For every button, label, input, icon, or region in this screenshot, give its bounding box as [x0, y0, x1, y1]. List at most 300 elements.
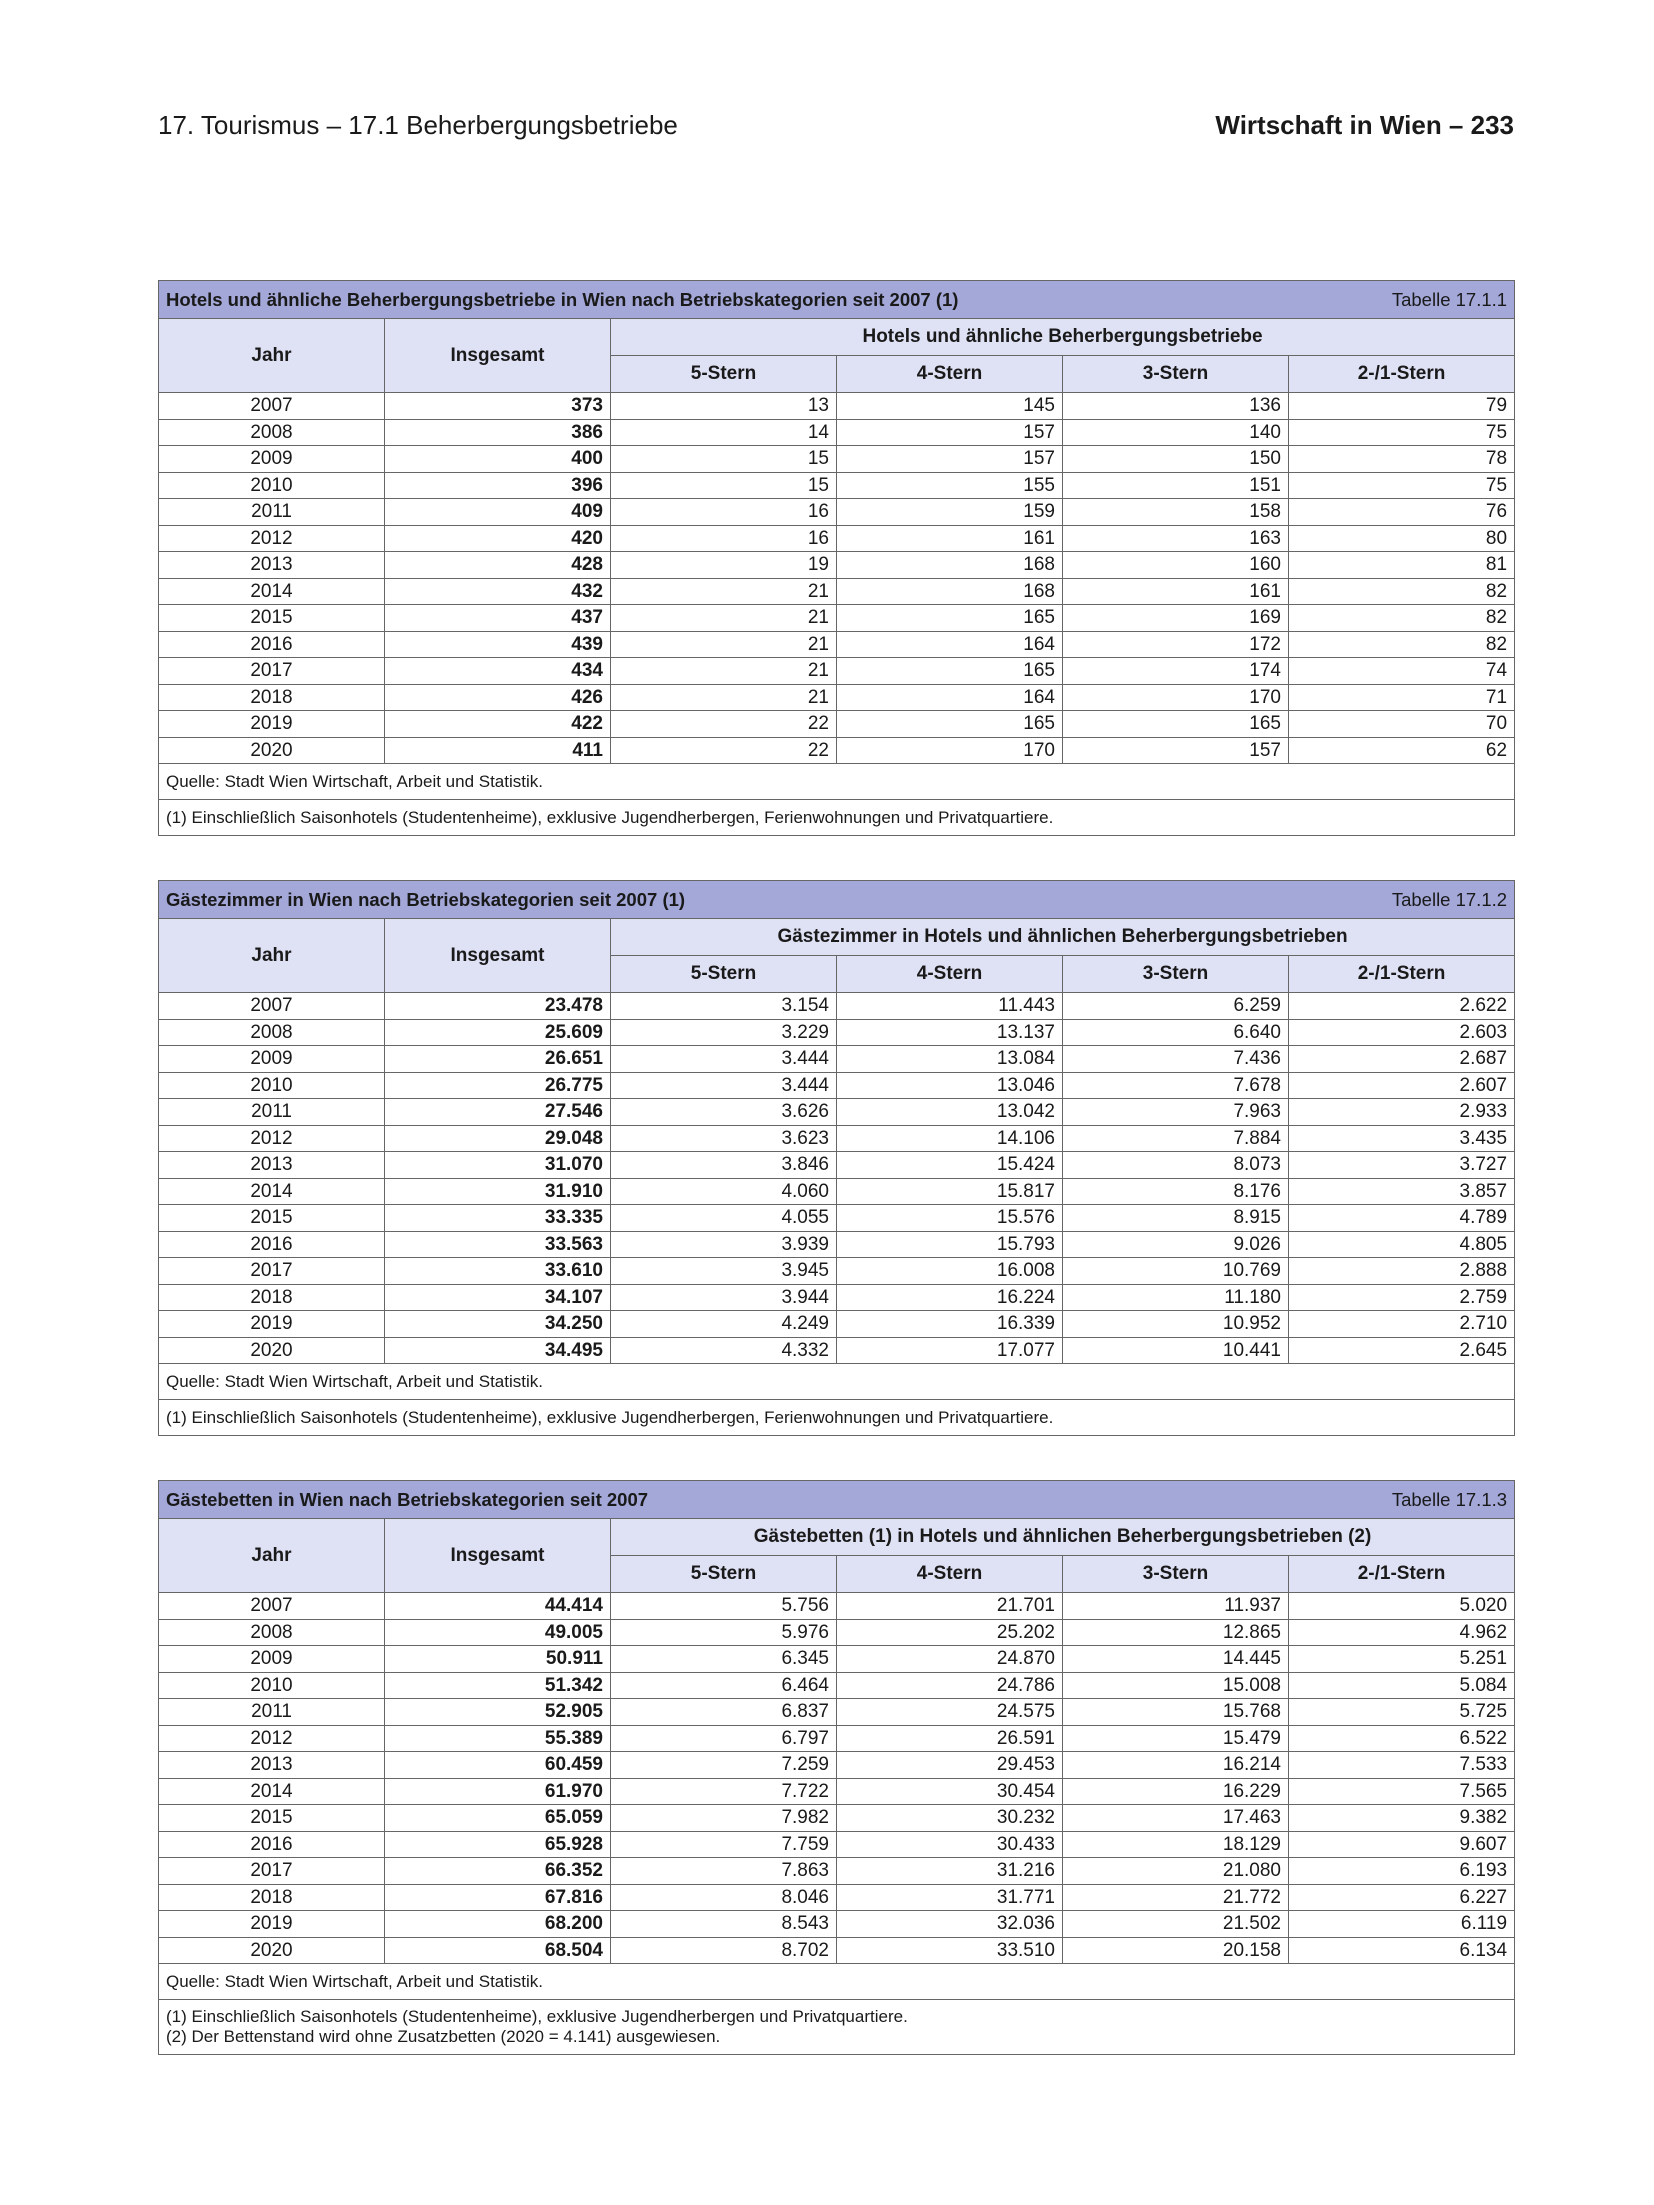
table-cell: 169 [1063, 605, 1289, 632]
year-cell: 2009 [159, 446, 385, 473]
table-cell: 30.454 [837, 1778, 1063, 1805]
year-cell: 2016 [159, 631, 385, 658]
footnote: (1) Einschließlich Saisonhotels (Studentenheime), exklusive Jugendherbergen, Ferienwohnungen und Privatquartiere. [166, 1407, 1054, 1427]
table-row [159, 1046, 1515, 1073]
table-cell: 74 [1289, 658, 1515, 685]
year-cell: 2014 [159, 578, 385, 605]
table-cell: 21.502 [1063, 1911, 1289, 1938]
table-cell: 20.158 [1063, 1937, 1289, 1964]
table-cell: 22 [611, 711, 837, 738]
year-cell: 2013 [159, 1152, 385, 1179]
table-cell: 7.678 [1063, 1072, 1289, 1099]
table-cell: 10.441 [1063, 1337, 1289, 1364]
table-cell: 2.710 [1289, 1311, 1515, 1338]
total-cell: 34.250 [385, 1311, 611, 1338]
column-header-jahr: Jahr [159, 919, 385, 993]
total-cell: 432 [385, 578, 611, 605]
year-cell: 2018 [159, 684, 385, 711]
table-cell: 2.933 [1289, 1099, 1515, 1126]
column-header-insgesamt: Insgesamt [385, 919, 611, 993]
year-cell: 2010 [159, 1072, 385, 1099]
source-note: Quelle: Stadt Wien Wirtschaft, Arbeit und Statistik. [159, 764, 1515, 800]
total-cell: 34.495 [385, 1337, 611, 1364]
table-cell: 7.963 [1063, 1099, 1289, 1126]
total-cell: 34.107 [385, 1284, 611, 1311]
table-row [159, 1337, 1515, 1364]
column-header-category: 3-Stern [1063, 356, 1289, 393]
table-cell: 7.884 [1063, 1125, 1289, 1152]
column-group-header: Gästebetten (1) in Hotels und ähnlichen Beherbergungsbetrieben (2) [611, 1519, 1515, 1556]
total-cell: 426 [385, 684, 611, 711]
table-number: Tabelle 17.1.3 [1391, 1488, 1508, 1510]
table-cell: 14.106 [837, 1125, 1063, 1152]
table-cell: 3.229 [611, 1019, 837, 1046]
table-cell: 16.229 [1063, 1778, 1289, 1805]
total-cell: 428 [385, 552, 611, 579]
column-header-category: 3-Stern [1063, 956, 1289, 993]
table-cell: 3.444 [611, 1072, 837, 1099]
source-note: Quelle: Stadt Wien Wirtschaft, Arbeit und Statistik. [159, 1364, 1515, 1400]
column-header-category: 2-/1-Stern [1289, 1556, 1515, 1593]
table-row [159, 1831, 1515, 1858]
table-number: Tabelle 17.1.2 [1391, 888, 1508, 910]
table-cell: 14.445 [1063, 1646, 1289, 1673]
table-cell: 3.435 [1289, 1125, 1515, 1152]
table-cell: 2.645 [1289, 1337, 1515, 1364]
source-row [159, 1364, 1515, 1400]
table-title-row [159, 1481, 1515, 1519]
table-cell: 168 [837, 578, 1063, 605]
table-cell: 7.259 [611, 1752, 837, 1779]
page-header [158, 110, 1514, 150]
total-cell: 437 [385, 605, 611, 632]
table-cell: 21.080 [1063, 1858, 1289, 1885]
table-cell: 3.623 [611, 1125, 837, 1152]
table-row [159, 1911, 1515, 1938]
year-cell: 2015 [159, 1805, 385, 1832]
table-row [159, 1752, 1515, 1779]
table-cell: 70 [1289, 711, 1515, 738]
footnote-cell [159, 1400, 1515, 1436]
data-table [158, 280, 1515, 836]
year-cell: 2008 [159, 1019, 385, 1046]
table-cell: 165 [837, 658, 1063, 685]
table-cell: 16.008 [837, 1258, 1063, 1285]
table-row [159, 1725, 1515, 1752]
total-cell: 44.414 [385, 1593, 611, 1620]
column-header-insgesamt: Insgesamt [385, 319, 611, 393]
table-cell: 21 [611, 631, 837, 658]
year-cell: 2008 [159, 419, 385, 446]
table-cell: 157 [837, 446, 1063, 473]
year-cell: 2011 [159, 499, 385, 526]
table-cell: 21 [611, 684, 837, 711]
table-row [159, 419, 1515, 446]
column-header-category: 4-Stern [837, 956, 1063, 993]
table-cell: 5.084 [1289, 1672, 1515, 1699]
table-cell: 15 [611, 472, 837, 499]
year-cell: 2015 [159, 605, 385, 632]
table-row [159, 605, 1515, 632]
table-cell: 155 [837, 472, 1063, 499]
table-row [159, 472, 1515, 499]
table-cell: 33.510 [837, 1937, 1063, 1964]
table-row [159, 631, 1515, 658]
table-cell: 3.857 [1289, 1178, 1515, 1205]
total-cell: 25.609 [385, 1019, 611, 1046]
total-cell: 26.651 [385, 1046, 611, 1073]
table-cell: 3.846 [611, 1152, 837, 1179]
column-header-category: 2-/1-Stern [1289, 356, 1515, 393]
total-cell: 51.342 [385, 1672, 611, 1699]
column-group-header: Gästezimmer in Hotels und ähnlichen Beherbergungsbetrieben [611, 919, 1515, 956]
table-cell: 161 [837, 525, 1063, 552]
table-row [159, 1258, 1515, 1285]
year-cell: 2020 [159, 1337, 385, 1364]
table-row [159, 737, 1515, 764]
table-title-row [159, 281, 1515, 319]
table-cell: 13.084 [837, 1046, 1063, 1073]
year-cell: 2020 [159, 737, 385, 764]
year-cell: 2018 [159, 1884, 385, 1911]
table-cell: 82 [1289, 578, 1515, 605]
total-cell: 420 [385, 525, 611, 552]
table-cell: 11.180 [1063, 1284, 1289, 1311]
table-cell: 6.259 [1063, 993, 1289, 1020]
year-cell: 2015 [159, 1205, 385, 1232]
year-cell: 2016 [159, 1231, 385, 1258]
total-cell: 33.335 [385, 1205, 611, 1232]
table-number: Tabelle 17.1.1 [1391, 288, 1508, 310]
column-header-jahr: Jahr [159, 319, 385, 393]
total-cell: 52.905 [385, 1699, 611, 1726]
year-cell: 2009 [159, 1046, 385, 1073]
table-cell: 174 [1063, 658, 1289, 685]
year-cell: 2011 [159, 1699, 385, 1726]
footnote: (1) Einschließlich Saisonhotels (Studentenheime), exklusive Jugendherbergen und Privatquartiere. [166, 2007, 908, 2026]
source-note: Quelle: Stadt Wien Wirtschaft, Arbeit und Statistik. [159, 1964, 1515, 2000]
data-table [158, 1480, 1515, 2055]
total-cell: 50.911 [385, 1646, 611, 1673]
footnote: (1) Einschließlich Saisonhotels (Studentenheime), exklusive Jugendherbergen, Ferienwohnungen und Privatquartiere. [166, 807, 1054, 827]
table-row [159, 393, 1515, 420]
total-cell: 31.910 [385, 1178, 611, 1205]
table-cell: 24.575 [837, 1699, 1063, 1726]
year-cell: 2017 [159, 658, 385, 685]
table-cell: 165 [837, 711, 1063, 738]
total-cell: 31.070 [385, 1152, 611, 1179]
table-cell: 13 [611, 393, 837, 420]
table-cell: 8.915 [1063, 1205, 1289, 1232]
table-title-cell [159, 881, 1515, 919]
table-cell: 3.626 [611, 1099, 837, 1126]
table-cell: 163 [1063, 525, 1289, 552]
table-cell: 3.944 [611, 1284, 837, 1311]
table-title: Hotels und ähnliche Beherbergungsbetriebe in Wien nach Betriebskategorien seit 2007 (1) [166, 288, 959, 310]
table-cell: 15.424 [837, 1152, 1063, 1179]
table-row [159, 1884, 1515, 1911]
total-cell: 33.563 [385, 1231, 611, 1258]
data-table [158, 880, 1515, 1436]
table-row [159, 1072, 1515, 1099]
table-cell: 75 [1289, 419, 1515, 446]
table-row [159, 1178, 1515, 1205]
table-cell: 24.786 [837, 1672, 1063, 1699]
table-row [159, 1152, 1515, 1179]
table-cell: 30.433 [837, 1831, 1063, 1858]
table-cell: 8.543 [611, 1911, 837, 1938]
table-cell: 21.701 [837, 1593, 1063, 1620]
table-cell: 15.479 [1063, 1725, 1289, 1752]
table-cell: 32.036 [837, 1911, 1063, 1938]
table-cell: 82 [1289, 631, 1515, 658]
footnote-cell [159, 800, 1515, 836]
table-cell: 75 [1289, 472, 1515, 499]
table-cell: 21 [611, 578, 837, 605]
year-cell: 2012 [159, 1125, 385, 1152]
table-cell: 140 [1063, 419, 1289, 446]
publication-page-number: Wirtschaft in Wien – 233 [1215, 110, 1514, 140]
table-row [159, 1805, 1515, 1832]
table-cell: 170 [837, 737, 1063, 764]
table-cell: 159 [837, 499, 1063, 526]
total-cell: 33.610 [385, 1258, 611, 1285]
table-cell: 2.622 [1289, 993, 1515, 1020]
source-row [159, 764, 1515, 800]
chapter-title: 17. Tourismus – 17.1 Beherbergungsbetriebe [158, 110, 678, 140]
table-row [159, 1311, 1515, 1338]
total-cell: 67.816 [385, 1884, 611, 1911]
table-cell: 3.939 [611, 1231, 837, 1258]
column-header-category: 5-Stern [611, 356, 837, 393]
table-cell: 12.865 [1063, 1619, 1289, 1646]
table-row [159, 499, 1515, 526]
column-header-category: 5-Stern [611, 1556, 837, 1593]
table-cell: 21 [611, 658, 837, 685]
table-cell: 16.224 [837, 1284, 1063, 1311]
table-cell: 4.332 [611, 1337, 837, 1364]
table-cell: 7.436 [1063, 1046, 1289, 1073]
footnote-row [159, 800, 1515, 836]
table-cell: 170 [1063, 684, 1289, 711]
table-cell: 4.249 [611, 1311, 837, 1338]
year-cell: 2014 [159, 1178, 385, 1205]
table-cell: 6.119 [1289, 1911, 1515, 1938]
table-cell: 21.772 [1063, 1884, 1289, 1911]
table-row [159, 1778, 1515, 1805]
table-cell: 4.055 [611, 1205, 837, 1232]
total-cell: 29.048 [385, 1125, 611, 1152]
table-row [159, 711, 1515, 738]
table-cell: 6.227 [1289, 1884, 1515, 1911]
table-cell: 78 [1289, 446, 1515, 473]
total-cell: 68.504 [385, 1937, 611, 1964]
table-cell: 13.137 [837, 1019, 1063, 1046]
total-cell: 49.005 [385, 1619, 611, 1646]
table-cell: 165 [1063, 711, 1289, 738]
table-cell: 158 [1063, 499, 1289, 526]
year-cell: 2014 [159, 1778, 385, 1805]
table-row [159, 446, 1515, 473]
table-cell: 150 [1063, 446, 1289, 473]
total-cell: 61.970 [385, 1778, 611, 1805]
table-cell: 15.768 [1063, 1699, 1289, 1726]
table-row [159, 1284, 1515, 1311]
year-cell: 2008 [159, 1619, 385, 1646]
total-cell: 400 [385, 446, 611, 473]
table-cell: 13.046 [837, 1072, 1063, 1099]
table-cell: 7.722 [611, 1778, 837, 1805]
table-cell: 14 [611, 419, 837, 446]
year-cell: 2013 [159, 552, 385, 579]
table-title-cell [159, 1481, 1515, 1519]
table-cell: 21 [611, 605, 837, 632]
table-cell: 9.607 [1289, 1831, 1515, 1858]
footnote-cell [159, 2000, 1515, 2055]
header-row [159, 319, 1515, 356]
table-cell: 18.129 [1063, 1831, 1289, 1858]
table-cell: 6.797 [611, 1725, 837, 1752]
table-cell: 8.702 [611, 1937, 837, 1964]
total-cell: 27.546 [385, 1099, 611, 1126]
table-cell: 136 [1063, 393, 1289, 420]
year-cell: 2013 [159, 1752, 385, 1779]
table-cell: 10.769 [1063, 1258, 1289, 1285]
table-title-cell [159, 281, 1515, 319]
table-cell: 19 [611, 552, 837, 579]
table-row [159, 1019, 1515, 1046]
table-row [159, 1099, 1515, 1126]
table-cell: 16.339 [837, 1311, 1063, 1338]
table-cell: 80 [1289, 525, 1515, 552]
table-cell: 2.759 [1289, 1284, 1515, 1311]
table-cell: 8.046 [611, 1884, 837, 1911]
year-cell: 2010 [159, 472, 385, 499]
table-cell: 15 [611, 446, 837, 473]
total-cell: 373 [385, 393, 611, 420]
table-cell: 13.042 [837, 1099, 1063, 1126]
total-cell: 23.478 [385, 993, 611, 1020]
year-cell: 2007 [159, 1593, 385, 1620]
table-cell: 76 [1289, 499, 1515, 526]
table-cell: 168 [837, 552, 1063, 579]
table-cell: 6.522 [1289, 1725, 1515, 1752]
table-cell: 8.176 [1063, 1178, 1289, 1205]
table-cell: 22 [611, 737, 837, 764]
table-cell: 2.888 [1289, 1258, 1515, 1285]
year-cell: 2011 [159, 1099, 385, 1126]
footnote-row [159, 1400, 1515, 1436]
table-cell: 31.216 [837, 1858, 1063, 1885]
year-cell: 2010 [159, 1672, 385, 1699]
table-cell: 7.533 [1289, 1752, 1515, 1779]
table-row [159, 578, 1515, 605]
table-17-1-3 [158, 1480, 1514, 2055]
table-cell: 6.464 [611, 1672, 837, 1699]
year-cell: 2009 [159, 1646, 385, 1673]
table-cell: 6.640 [1063, 1019, 1289, 1046]
header-row [159, 919, 1515, 956]
table-cell: 4.789 [1289, 1205, 1515, 1232]
table-cell: 15.576 [837, 1205, 1063, 1232]
column-header-category: 5-Stern [611, 956, 837, 993]
year-cell: 2018 [159, 1284, 385, 1311]
table-cell: 15.008 [1063, 1672, 1289, 1699]
table-cell: 30.232 [837, 1805, 1063, 1832]
table-cell: 16 [611, 525, 837, 552]
total-cell: 396 [385, 472, 611, 499]
table-title-row [159, 881, 1515, 919]
table-cell: 145 [837, 393, 1063, 420]
table-cell: 151 [1063, 472, 1289, 499]
table-cell: 11.937 [1063, 1593, 1289, 1620]
table-row [159, 552, 1515, 579]
table-title: Gästezimmer in Wien nach Betriebskategorien seit 2007 (1) [166, 888, 686, 910]
year-cell: 2012 [159, 1725, 385, 1752]
header-row [159, 1519, 1515, 1556]
total-cell: 434 [385, 658, 611, 685]
table-cell: 2.687 [1289, 1046, 1515, 1073]
table-cell: 79 [1289, 393, 1515, 420]
table-cell: 15.793 [837, 1231, 1063, 1258]
table-row [159, 1699, 1515, 1726]
table-row [159, 525, 1515, 552]
total-cell: 409 [385, 499, 611, 526]
total-cell: 68.200 [385, 1911, 611, 1938]
table-cell: 9.382 [1289, 1805, 1515, 1832]
table-cell: 3.727 [1289, 1152, 1515, 1179]
table-17-1-1 [158, 280, 1514, 836]
table-cell: 31.771 [837, 1884, 1063, 1911]
table-row [159, 1937, 1515, 1964]
table-cell: 9.026 [1063, 1231, 1289, 1258]
table-cell: 3.945 [611, 1258, 837, 1285]
table-cell: 29.453 [837, 1752, 1063, 1779]
table-cell: 164 [837, 684, 1063, 711]
table-cell: 8.073 [1063, 1152, 1289, 1179]
table-cell: 4.962 [1289, 1619, 1515, 1646]
table-cell: 4.805 [1289, 1231, 1515, 1258]
table-cell: 2.603 [1289, 1019, 1515, 1046]
year-cell: 2007 [159, 393, 385, 420]
table-cell: 7.863 [611, 1858, 837, 1885]
column-header-category: 4-Stern [837, 356, 1063, 393]
table-cell: 71 [1289, 684, 1515, 711]
total-cell: 422 [385, 711, 611, 738]
column-header-insgesamt: Insgesamt [385, 1519, 611, 1593]
table-cell: 10.952 [1063, 1311, 1289, 1338]
column-header-category: 4-Stern [837, 1556, 1063, 1593]
total-cell: 65.059 [385, 1805, 611, 1832]
table-row [159, 1205, 1515, 1232]
table-row [159, 1646, 1515, 1673]
year-cell: 2019 [159, 711, 385, 738]
total-cell: 411 [385, 737, 611, 764]
table-cell: 16.214 [1063, 1752, 1289, 1779]
table-row [159, 1593, 1515, 1620]
table-cell: 11.443 [837, 993, 1063, 1020]
column-header-category: 2-/1-Stern [1289, 956, 1515, 993]
table-cell: 81 [1289, 552, 1515, 579]
table-cell: 7.982 [611, 1805, 837, 1832]
table-cell: 2.607 [1289, 1072, 1515, 1099]
table-cell: 172 [1063, 631, 1289, 658]
table-cell: 3.444 [611, 1046, 837, 1073]
year-cell: 2019 [159, 1311, 385, 1338]
table-row [159, 1125, 1515, 1152]
table-cell: 26.591 [837, 1725, 1063, 1752]
table-cell: 5.756 [611, 1593, 837, 1620]
